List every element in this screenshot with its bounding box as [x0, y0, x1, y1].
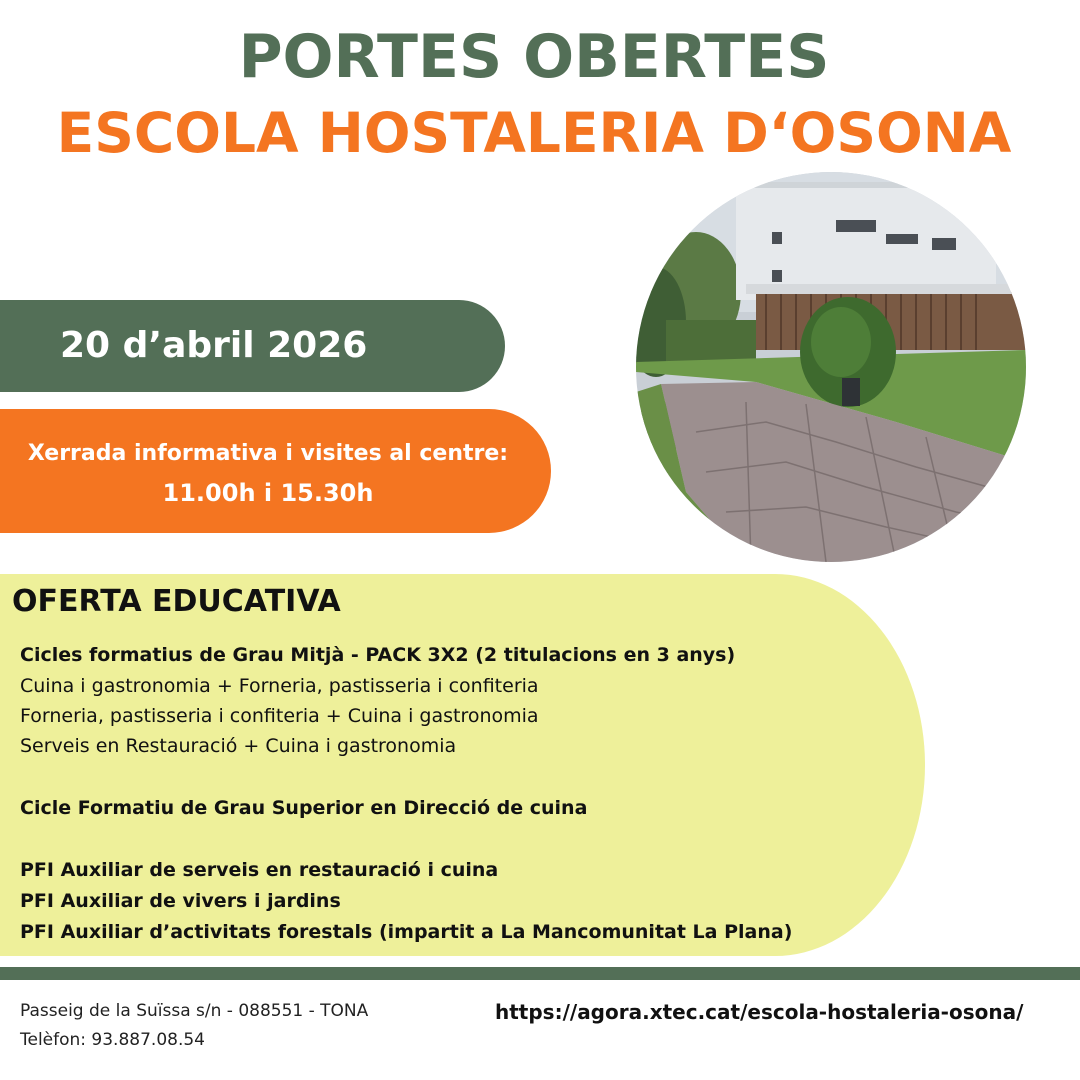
offer-heading: OFERTA EDUCATIVA: [12, 584, 341, 619]
title-portes-obertes: PORTES OBERTES: [238, 22, 830, 92]
date-banner: [0, 300, 505, 392]
footer-divider: [0, 967, 1080, 980]
offer-line-cfgm-pack: Cicles formatius de Grau Mitjà - PACK 3X2 (2 titulacions en 3 anys): [20, 644, 736, 666]
offer-line-pfi-vivers: PFI Auxiliar de vivers i jardins: [20, 890, 341, 912]
offer-line-pfi-forestals: PFI Auxiliar d’activitats forestals (impartit a La Mancomunitat La Plana): [20, 921, 793, 943]
offer-line-cfgs: Cicle Formatiu de Grau Superior en Direcció de cuina: [20, 797, 588, 819]
talk-banner: [0, 409, 551, 533]
title-school-name: ESCOLA HOSTALERIA D‘OSONA: [56, 101, 1012, 165]
offer-line-serveis-cuina: Serveis en Restauració + Cuina i gastronomia: [20, 735, 457, 757]
event-date: 20 d’abril 2026: [60, 325, 368, 366]
talk-label: Xerrada informativa i visites al centre:: [27, 441, 509, 466]
offer-line-pfi-serveis: PFI Auxiliar de serveis en restauració i cuina: [20, 859, 499, 881]
footer-website-link[interactable]: https://agora.xtec.cat/escola-hostaleria-osona/: [495, 1000, 1024, 1024]
school-building-photo: [636, 172, 1026, 562]
offer-line-cuina-forneria: Cuina i gastronomia + Forneria, pastisseria i confiteria: [20, 675, 539, 697]
offer-line-forneria-cuina: Forneria, pastisseria i confiteria + Cuina i gastronomia: [20, 705, 539, 727]
talk-times: 11.00h i 15.30h: [162, 479, 374, 507]
footer-phone: Telèfon: 93.887.08.54: [20, 1030, 205, 1050]
footer-address: Passeig de la Suïssa s/n - 088551 - TONA: [20, 1001, 369, 1021]
